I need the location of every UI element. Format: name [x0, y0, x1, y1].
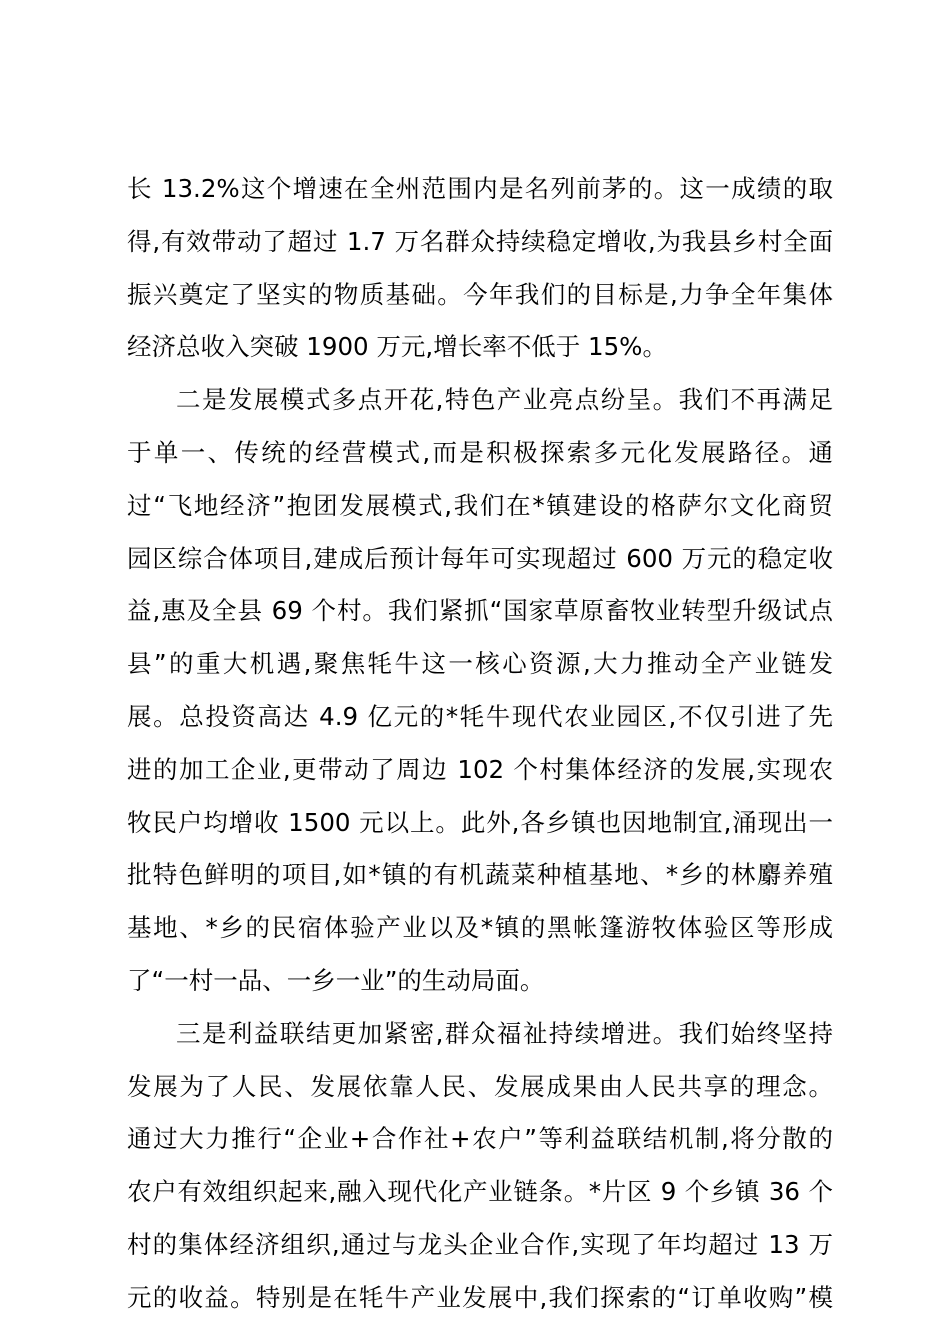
text-line: 农户有效组织起来,融入现代化产业链条。*片区 9 个乡镇 36 个: [127, 1177, 833, 1207]
text-line: 批特色鲜明的项目,如*镇的有机蔬菜种植基地、*乡的林麝养殖: [127, 860, 833, 890]
paragraph-start-line: 三是利益联结更加紧密,群众福祉持续增进。我们始终坚持: [176, 1018, 833, 1048]
text-line: 元的收益。特别是在牦牛产业发展中,我们探索的“订单收购”模: [127, 1282, 833, 1312]
text-line: 基地、*乡的民宿体验产业以及*镇的黑帐篷游牧体验区等形成: [127, 913, 833, 943]
document-body: [127, 163, 833, 1325]
text-line: 了“一村一品、一乡一业”的生动局面。: [127, 965, 545, 995]
text-line: 通过大力推行“企业+合作社+农户”等利益联结机制,将分散的: [127, 1124, 833, 1154]
text-line: 得,有效带动了超过 1.7 万名群众持续稳定增收,为我县乡村全面: [127, 226, 833, 256]
text-line: 展。总投资高达 4.9 亿元的*牦牛现代农业园区,不仅引进了先: [127, 701, 833, 731]
text-line: 于单一、传统的经营模式,而是积极探索多元化发展路径。通: [127, 437, 833, 467]
text-line: 益,惠及全县 69 个村。我们紧抓“国家草原畜牧业转型升级试点: [127, 596, 833, 626]
text-line: 园区综合体项目,建成后预计每年可实现超过 600 万元的稳定收: [127, 543, 833, 573]
text-line: 进的加工企业,更带动了周边 102 个村集体经济的发展,实现农: [127, 754, 833, 784]
text-line: 长 13.2%这个增速在全州范围内是名列前茅的。这一成绩的取: [127, 174, 833, 203]
paragraph-start-line: 二是发展模式多点开花,特色产业亮点纷呈。我们不再满足: [176, 385, 833, 415]
text-line: 村的集体经济组织,通过与龙头企业合作,实现了年均超过 13 万: [127, 1229, 833, 1259]
text-line: 振兴奠定了坚实的物质基础。今年我们的目标是,力争全年集体: [127, 279, 833, 309]
text-line: 经济总收入突破 1900 万元,增长率不低于 15%。: [127, 332, 667, 362]
text-line: 县”的重大机遇,聚焦牦牛这一核心资源,大力推动全产业链发: [127, 649, 833, 679]
text-line: 过“飞地经济”抱团发展模式,我们在*镇建设的格萨尔文化商贸: [127, 490, 833, 520]
text-line: 牧民户均增收 1500 元以上。此外,各乡镇也因地制宜,涌现出一: [127, 807, 833, 837]
text-line: 发展为了人民、发展依靠人民、发展成果由人民共享的理念。: [127, 1071, 833, 1101]
